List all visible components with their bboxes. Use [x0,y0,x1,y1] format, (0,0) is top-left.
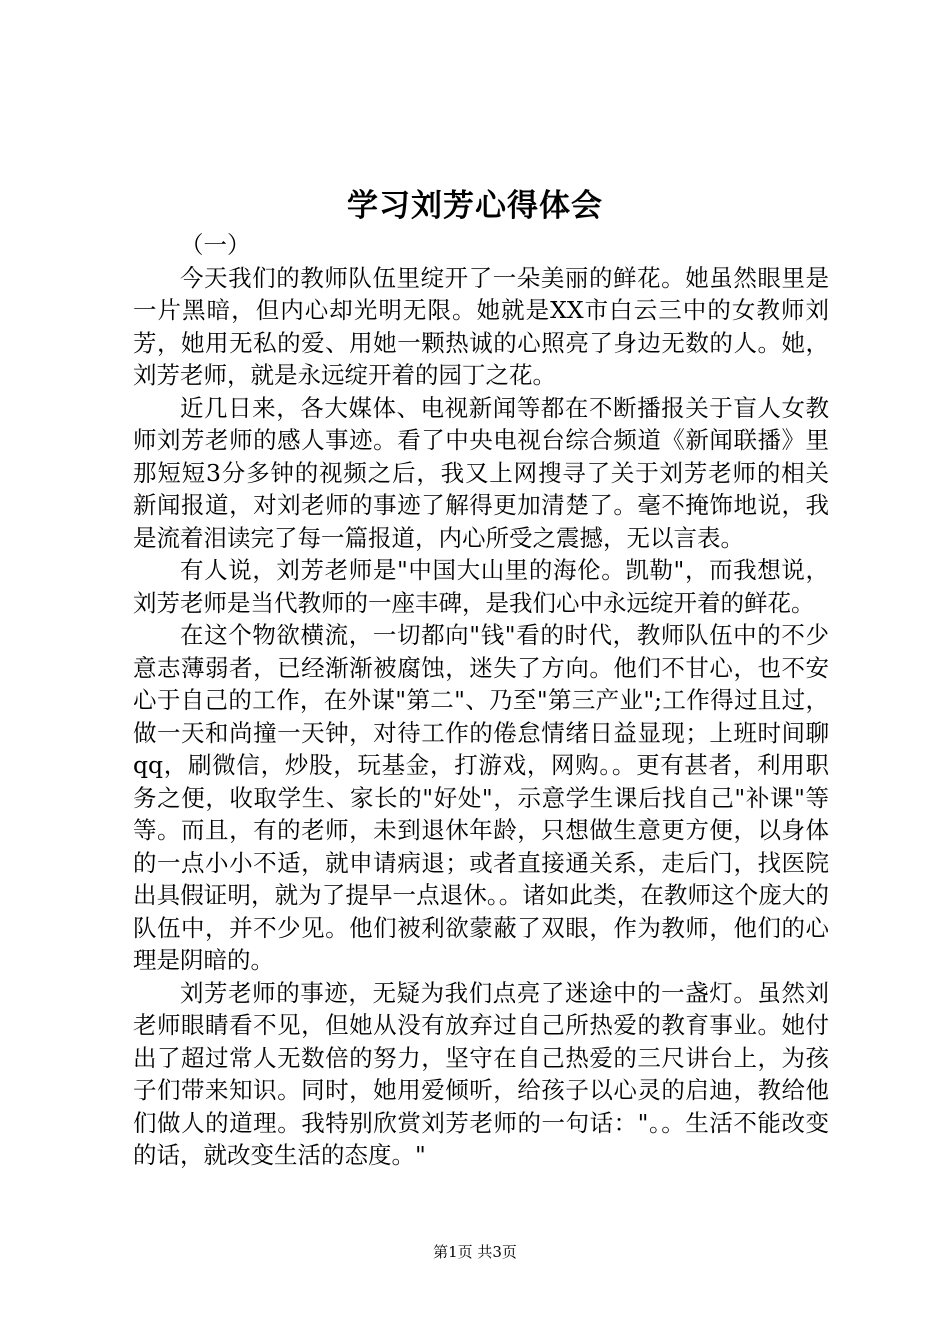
paragraph: 近几日来，各大媒体、电视新闻等都在不断播报关于盲人女教师刘芳老师的感人事迹。看了中央电视台综合频道《新闻联播》里那短短3分多钟的视频之后，我又上网搜寻了关于刘芳老师的相关新闻报道，对刘老师的事迹了解得更加清楚了。毫不掩饰地说，我是流着泪读完了每一篇报道，内心所受之震撼，无以言表。 [133,393,829,552]
document-title: 学习刘芳心得体会 [347,188,603,224]
page-number-footer: 第1页 共3页 [433,1243,517,1261]
paragraph: 刘芳老师的事迹，无疑为我们点亮了迷途中的一盏灯。虽然刘老师眼睛看不见，但她从没有放弃过自己所热爱的教育事业。她付出了超过常人无数倍的努力，坚守在自己热爱的三尺讲台上，为孩子们带来知识。同时，她用爱倾听，给孩子以心灵的启迪，教给他们做人的道理。我特别欣赏刘芳老师的一句话："。。生活不能改变的话，就改变生活的态度。" [133,978,829,1169]
document-body [133,229,829,1172]
paragraph: 今天我们的教师队伍里绽开了一朵美丽的鲜花。她虽然眼里是一片黑暗，但内心却光明无限。她就是XX市白云三中的女教师刘芳，她用无私的爱、用她一颗热诚的心照亮了身边无数的人。她，刘芳老师，就是永远绽开着的园丁之花。 [133,263,829,389]
paragraph: 有人说，刘芳老师是"中国大山里的海伦。凯勒"，而我想说，刘芳老师是当代教师的一座丰碑，是我们心中永远绽开着的鲜花。 [133,556,829,617]
section-heading: （一） [180,231,251,259]
paragraph: 在这个物欲横流，一切都向"钱"看的时代，教师队伍中的不少意志薄弱者，已经渐渐被腐蚀，迷失了方向。他们不甘心，也不安心于自己的工作，在外谋"第二"、乃至"第三产业";工作得过且过，做一天和尚撞一天钟，对待工作的倦怠情绪日益显现；上班时间聊qq，刷微信，炒股，玩基金，打游戏，网购。。更有甚者，利用职务之便，收取学生、家长的"好处"，示意学生课后找自己"补课"等等。而且，有的老师，未到退休年龄，只想做生意更方便，以身体的一点小小不适，就申请病退；或者直接通关系，走后门，找医院出具假证明，就为了提早一点退休。。诸如此类，在教师这个庞大的队伍中，并不少见。他们被利欲蒙蔽了双眼，作为教师，他们的心理是阴暗的。 [133,621,829,974]
